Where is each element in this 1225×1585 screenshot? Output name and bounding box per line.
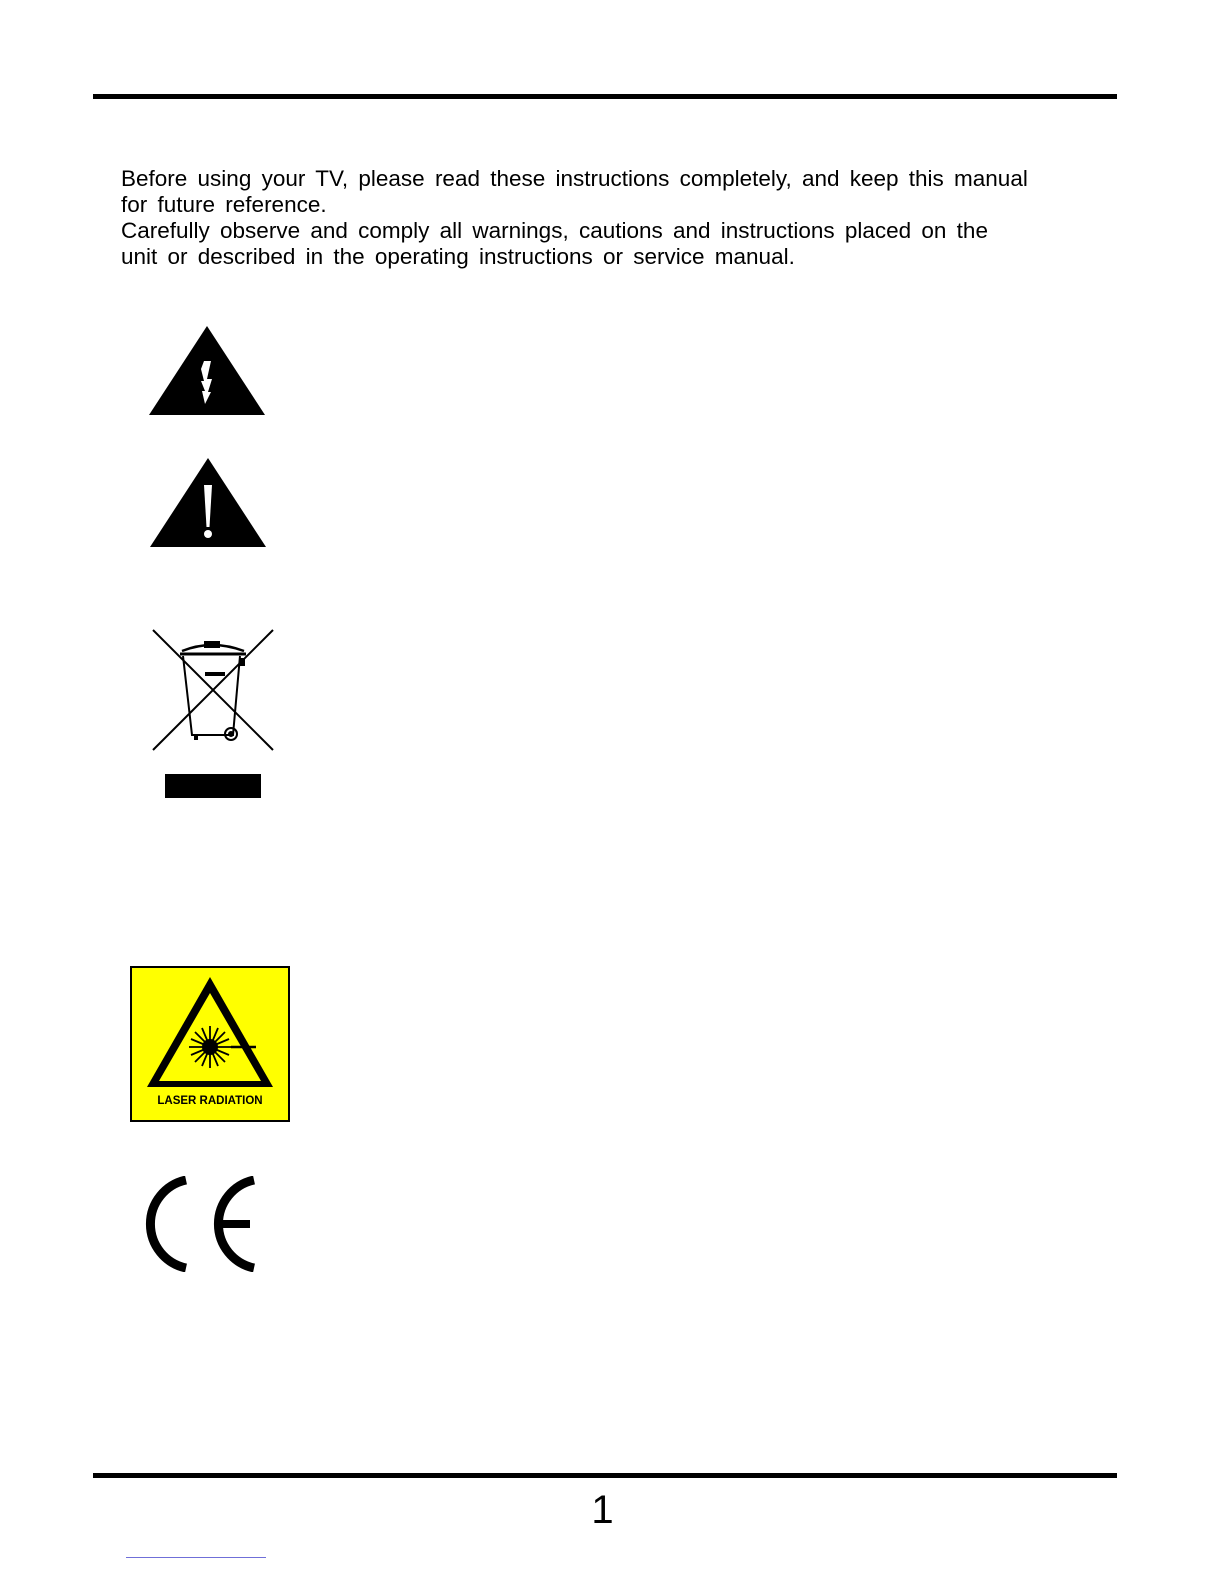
intro-line-2: for future reference. bbox=[121, 192, 327, 217]
footer-link-underline bbox=[126, 1557, 266, 1558]
weee-separate-collection-bar bbox=[165, 774, 261, 798]
intro-line-1: Before using your TV, please read these instructions completely, and keep this manual bbox=[121, 166, 1028, 191]
bottom-rule bbox=[93, 1473, 1117, 1478]
lightning-warning-icon bbox=[148, 325, 266, 417]
intro-line-3: Carefully observe and comply all warnings, cautions and instructions placed on the bbox=[121, 218, 988, 243]
ce-mark-icon bbox=[136, 1176, 260, 1272]
page-number: 1 bbox=[591, 1488, 614, 1532]
intro-line-4: unit or described in the operating instructions or service manual. bbox=[121, 244, 795, 269]
intro-text bbox=[121, 166, 1101, 270]
crossed-out-bin-icon bbox=[150, 627, 276, 755]
top-rule bbox=[93, 94, 1117, 99]
laser-radiation-icon bbox=[130, 966, 290, 1122]
laser-radiation-label: LASER RADIATION bbox=[157, 1095, 263, 1107]
exclamation-warning-icon bbox=[149, 457, 267, 549]
